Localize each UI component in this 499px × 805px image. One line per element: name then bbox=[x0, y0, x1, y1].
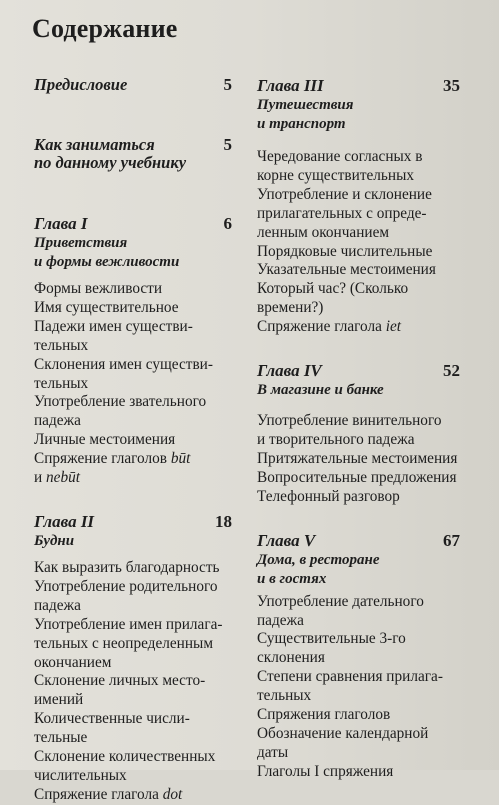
topic-item: Вопросительные предложения bbox=[257, 468, 457, 486]
topic-item bbox=[257, 318, 460, 337]
chapter-label: Глава III bbox=[257, 76, 324, 95]
chapter-topics bbox=[257, 593, 460, 782]
topic-item: Склонения имен существи- тельных bbox=[34, 355, 213, 392]
topic-text: Спряжение глаголов bbox=[34, 450, 171, 468]
chapter-subtitle: Будни bbox=[34, 532, 75, 549]
toc-entry-preface[interactable] bbox=[34, 76, 232, 94]
topic-text: Спряжение глагола bbox=[257, 318, 386, 336]
chapter-subtitle: Приветствия и формы вежливости bbox=[34, 235, 180, 270]
topic-item: Формы вежливости bbox=[34, 280, 163, 297]
chapter-page-number: 67 bbox=[443, 530, 460, 550]
chapter-block-2 bbox=[34, 512, 232, 805]
latvian-word: būt bbox=[170, 450, 191, 468]
topic-item: Чередование согласных в корне существительных bbox=[257, 148, 423, 184]
chapter-topics bbox=[34, 280, 232, 488]
topic-item: Количественные числи- тельные bbox=[34, 710, 190, 747]
chapter-label: Глава II bbox=[34, 511, 95, 531]
topic-item: Степени сравнения прилага- тельных bbox=[257, 668, 443, 705]
topic-item: Телефонный разговор bbox=[257, 487, 400, 505]
topic-item: Падежи имен существи- тельных bbox=[34, 317, 193, 354]
topic-item: Употребление и склонение прилагательных с опреде- ленным окончанием bbox=[257, 185, 432, 241]
entry-label: Как заниматься по данному учебнику bbox=[34, 135, 187, 172]
topic-item: Глаголы I спряжения bbox=[257, 762, 394, 780]
topic-item: Как выразить благодарность bbox=[34, 558, 220, 576]
topic-item: Употребление имен прилага- тельных с неопределенным окончанием bbox=[34, 615, 223, 671]
chapter-heading[interactable] bbox=[34, 512, 232, 532]
chapter-block-4 bbox=[257, 361, 460, 507]
page-title: Содержание bbox=[32, 14, 178, 43]
chapter-topics bbox=[257, 148, 460, 337]
entry-page-number: 5 bbox=[223, 135, 232, 154]
topic-item: Указательные местоимения bbox=[257, 261, 436, 279]
topic-item: Употребление звательного падежа bbox=[34, 393, 207, 430]
chapter-page-number: 52 bbox=[443, 361, 460, 381]
topic-item: Спряжения глаголов bbox=[257, 706, 391, 724]
topic-item: Употребление дательного падежа bbox=[257, 592, 424, 629]
chapter-topics bbox=[34, 559, 232, 805]
topic-item: Порядковые числительные bbox=[257, 242, 433, 260]
topic-item: Обозначение календарной даты bbox=[257, 724, 429, 761]
topic-text: Спряжение глагола bbox=[34, 785, 163, 803]
chapter-label: Глава V bbox=[257, 530, 316, 550]
topic-item: Употребление винительного и творительного падежа bbox=[257, 412, 442, 448]
chapter-block-5 bbox=[257, 531, 460, 782]
chapter-heading[interactable] bbox=[34, 214, 232, 234]
latvian-word: iet bbox=[385, 318, 402, 336]
latvian-word: dot bbox=[162, 785, 183, 803]
chapter-heading[interactable] bbox=[257, 531, 460, 551]
topic-item: Личные местоимения bbox=[34, 431, 176, 449]
topic-item bbox=[34, 786, 232, 805]
topic-item: Склонение личных место- имений bbox=[34, 672, 206, 709]
chapter-page-number: 18 bbox=[215, 511, 232, 531]
chapter-page-number: 35 bbox=[443, 76, 460, 95]
chapter-block-3 bbox=[257, 76, 460, 337]
latvian-word: nebūt bbox=[46, 469, 81, 487]
chapter-subtitle: Путешествия и транспорт bbox=[257, 97, 354, 132]
topic-text: и bbox=[34, 469, 43, 487]
chapter-subtitle: В магазине и банке bbox=[257, 382, 384, 399]
left-column bbox=[34, 76, 232, 805]
topic-item: Имя существительное bbox=[34, 298, 179, 316]
entry-label: Предисловие bbox=[34, 75, 128, 94]
right-column bbox=[257, 76, 460, 782]
topic-item bbox=[34, 450, 232, 488]
chapter-label: Глава IV bbox=[257, 361, 322, 381]
chapter-label: Глава I bbox=[34, 214, 88, 233]
topic-item: Употребление родительного падежа bbox=[34, 577, 218, 614]
topic-item: Притяжательные местоимения bbox=[257, 449, 458, 467]
toc-entry-howto[interactable] bbox=[34, 118, 232, 190]
chapter-block-1 bbox=[34, 214, 232, 488]
chapter-page-number: 6 bbox=[223, 214, 232, 233]
topic-item: Существительные 3-го склонения bbox=[257, 630, 406, 667]
topic-item: Склонение количественных числительных bbox=[34, 748, 216, 784]
chapter-heading[interactable] bbox=[257, 361, 460, 381]
chapter-subtitle: Дома, в ресторане и в гостях bbox=[257, 551, 380, 587]
entry-page-number: 5 bbox=[223, 75, 232, 94]
topic-item: Который час? (Сколько времени?) bbox=[257, 280, 409, 317]
chapter-heading[interactable] bbox=[257, 76, 460, 96]
chapter-topics bbox=[257, 412, 460, 507]
